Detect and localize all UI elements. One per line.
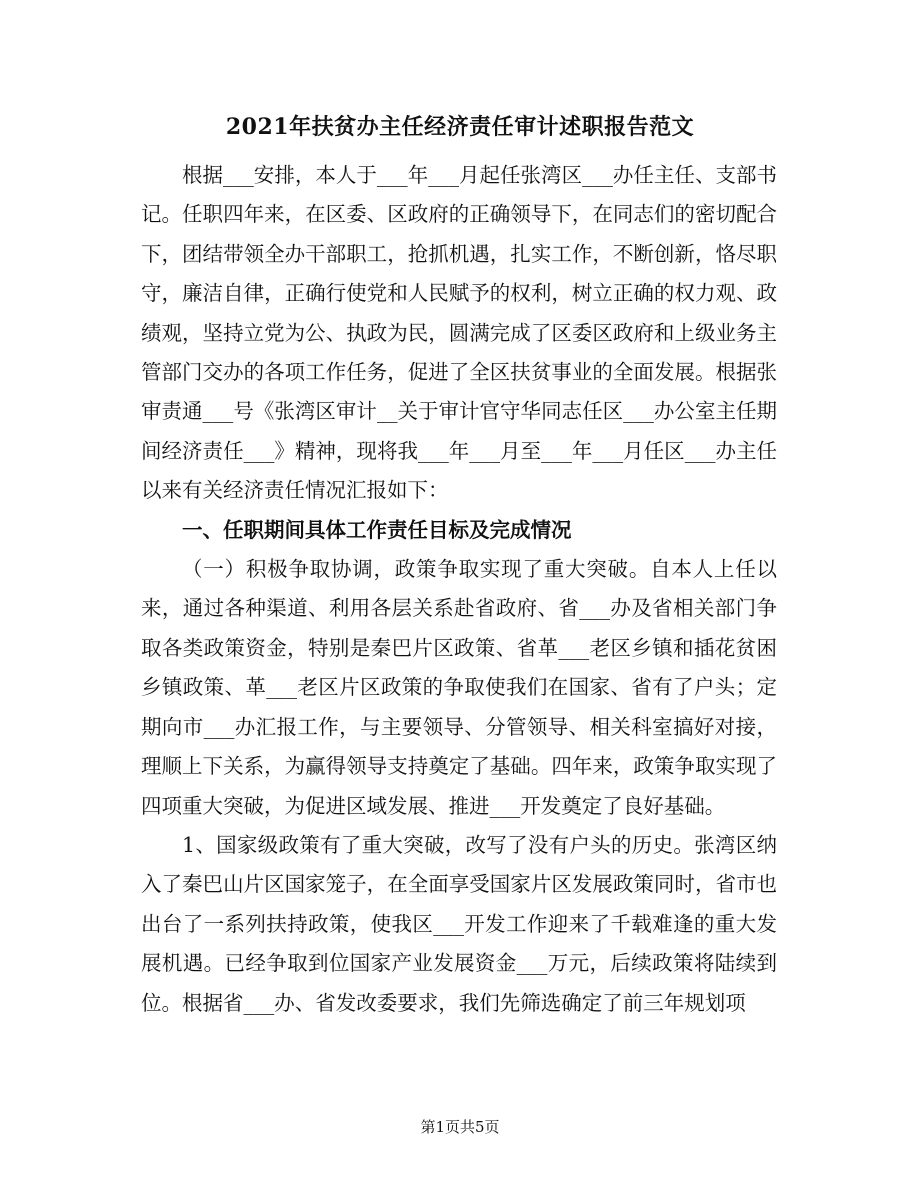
page-number: 第1页共5页 — [420, 1118, 500, 1136]
intro-paragraph: 根据___安排，本人于___年___月起任张湾区___办任主任、支部书记。任职四年来，在区委、区政府的正确领导下，在同志们的密切配合下，团结带领全办干部职工，抢抓机遇，扎实工作，不断创新，恪尽职守，廉洁自律，正确行使党和人民赋予的权利，树立正确的权力观、政绩观，坚持立党为公、执政为民，圆满完成了区委区政府和上级业务主管部门交办的各项工作任务，促进了全区扶贫事业的全面发展。根据张审责通___号《张湾区审计__关于审计官守华同志任区___办公室主任期间经济责任___》精神，现将我___年___月至___年___月任区___办主任以来有关经济责任情况汇报如下： — [141, 163, 777, 503]
item-paragraph: 1、国家级政策有了重大突破，改写了没有户头的历史。张湾区纳入了秦巴山片区国家笼子，在全面享受国家片区发展政策同时，省市也出台了一系列扶持政策，使我区___开发工作迎来了千载难逢的重大发展机遇。已经争取到位国家产业发展资金___万元，后续政策将陆续到位。根据省___办、省发改委要求，我们先筛选确定了前三年规划项 — [141, 832, 777, 1015]
document-body — [141, 156, 777, 1023]
section-paragraph: （一）积极争取协调，政策争取实现了重大突破。自本人上任以来，通过各种渠道、利用各层关系赴省政府、省___办及省相关部门争取各类政策资金，特别是秦巴片区政策、省革___老区乡镇和插花贫困乡镇政策、革___老区片区政策的争取使我们在国家、省有了户头；定期向市___办汇报工作，与主要领导、分管领导、相关科室搞好对接，理顺上下关系，为赢得领导支持奠定了基础。四年来，政策争取实现了四项重大突破，为促进区域发展、推进___开发奠定了良好基础。 — [141, 557, 777, 818]
section-heading: 一、任职期间具体工作责任目标及完成情况 — [182, 517, 572, 542]
document-title: 2021年扶贫办主任经济责任审计述职报告范文 — [225, 114, 695, 140]
